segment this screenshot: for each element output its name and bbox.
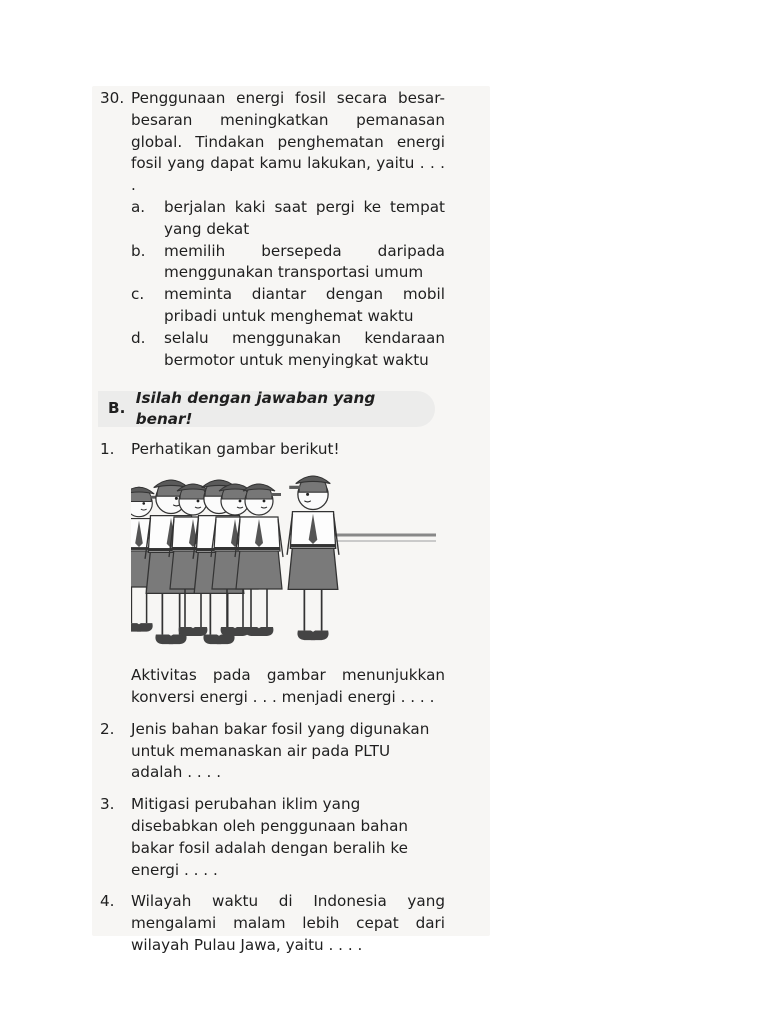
option-text: berjalan kaki saat pergi ke tempat yang dekat (164, 197, 445, 238)
worksheet (100, 88, 445, 957)
illustration-svg (131, 469, 436, 659)
students-lineup-illustration (131, 469, 436, 659)
item-text: Mitigasi perubahan iklim yang disebabkan oleh penggunaan bahan bakar fosil adalah dengan beralih ke energi . . . . (131, 795, 409, 879)
item-1-caption (100, 665, 445, 709)
option-text: memilih bersepeda daripada menggunakan transportasi umum (164, 241, 445, 282)
item-number: 2. (100, 719, 115, 738)
option-d[interactable] (131, 328, 445, 372)
section-b-header (98, 388, 435, 429)
item-text: Perhatikan gambar berikut! (131, 440, 340, 459)
item-number: 1. (100, 440, 115, 459)
item-2 (100, 719, 445, 784)
item-1 (100, 439, 445, 461)
question-text: Penggunaan energi fosil secara besar-besaran meningkatkan pemanasan global. Tindakan penghematan energi fosil yang dapat kamu lakukan, yaitu . . . . (131, 89, 445, 195)
option-a[interactable] (131, 197, 445, 241)
question-30 (100, 88, 445, 197)
option-text: meminta diantar dengan mobil pribadi untuk menghemat waktu (164, 285, 445, 325)
item-caption: Aktivitas pada gambar menunjukkan konversi energi . . . menjadi energi . . . . (131, 666, 445, 706)
item-text: Jenis bahan bakar fosil yang digunakan untuk memanaskan air pada PLTU adalah . . . . (131, 719, 430, 782)
option-text: selalu menggunakan kendaraan bermotor untuk menyingkat waktu (164, 328, 445, 369)
option-c[interactable] (131, 284, 445, 328)
option-letter: c. (131, 285, 145, 304)
option-letter: b. (131, 241, 146, 260)
option-b[interactable] (131, 241, 445, 285)
question-number: 30. (100, 89, 125, 107)
section-title: Isilah dengan jawaban yang benar! (135, 388, 376, 429)
section-letter: B. (108, 399, 126, 418)
item-4 (100, 891, 445, 956)
item-number: 3. (100, 795, 115, 814)
item-number: 4. (100, 892, 115, 911)
option-letter: d. (131, 328, 146, 347)
option-letter: a. (131, 197, 146, 216)
item-text: Wilayah waktu di Indonesia yang mengalami malam lebih cepat dari wilayah Pulau Jawa, yaitu . . . . (131, 892, 445, 954)
item-3 (100, 794, 445, 881)
